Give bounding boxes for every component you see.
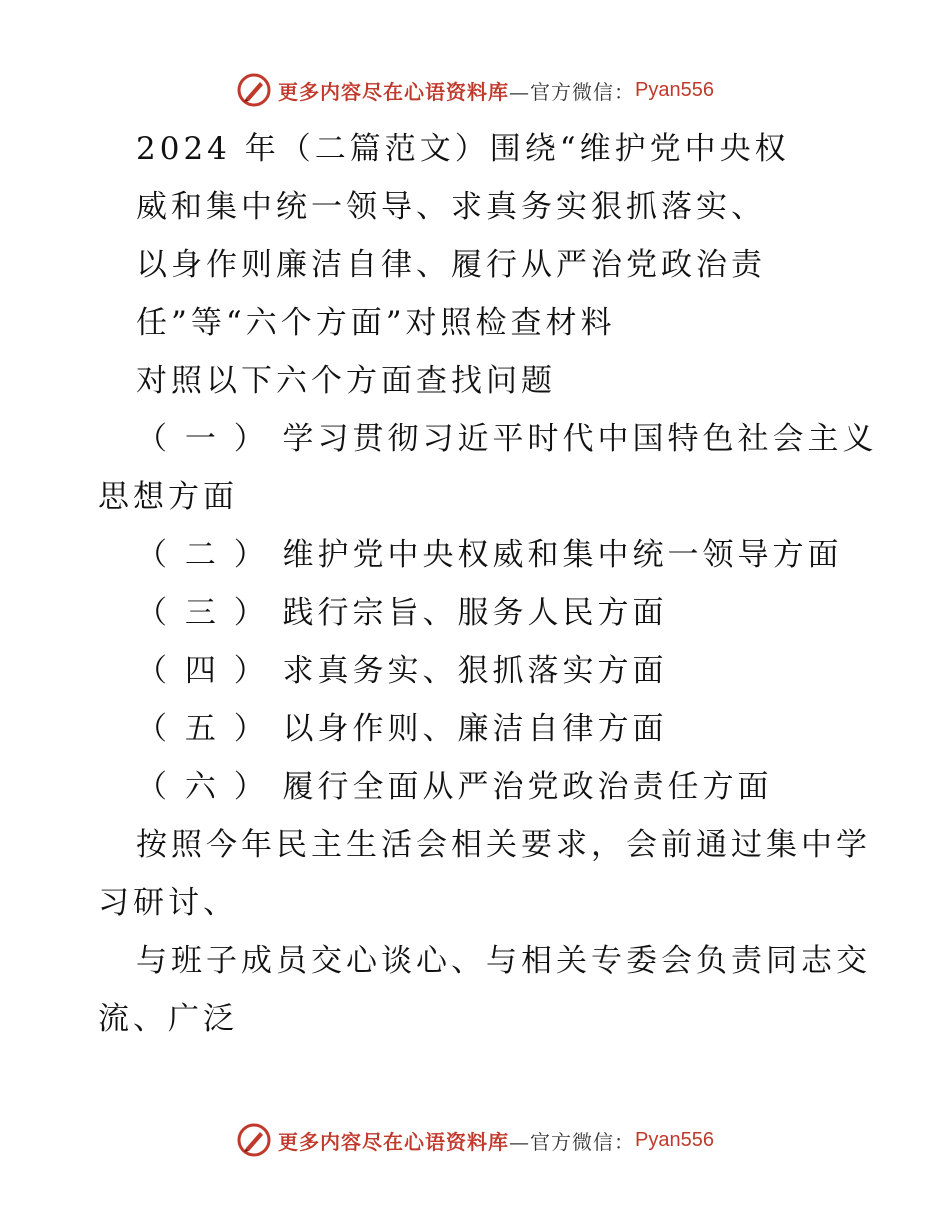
watermark-account: Pyan556 bbox=[635, 78, 714, 101]
paragraph-line-4: 流、广泛 bbox=[98, 1001, 238, 1037]
paragraph-line-1: 按照今年民主生活会相关要求，会前通过集中学 bbox=[136, 827, 871, 863]
list-item-5: （ 五 ） 以身作则、廉洁自律方面 bbox=[136, 711, 668, 747]
list-item-1-cont: 思想方面 bbox=[98, 479, 238, 515]
list-item-1: （ 一 ） 学习贯彻习近平时代中国特色社会主义 bbox=[136, 421, 878, 457]
section-heading: 对照以下六个方面查找问题 bbox=[136, 363, 556, 399]
watermark-text: 更多内容尽在心语资料库 bbox=[278, 79, 510, 104]
watermark-account: Pyan556 bbox=[635, 1128, 714, 1151]
list-item-2: （ 二 ） 维护党中央权威和集中统一领导方面 bbox=[136, 537, 843, 573]
watermark-separator: —官方微信： bbox=[509, 1129, 636, 1154]
footer-watermark bbox=[0, 1120, 950, 1160]
watermark-separator: —官方微信： bbox=[509, 79, 636, 104]
header-watermark bbox=[0, 70, 950, 110]
list-item-4: （ 四 ） 求真务实、狠抓落实方面 bbox=[136, 653, 668, 689]
paragraph-line-3: 与班子成员交心谈心、与相关专委会负责同志交 bbox=[136, 943, 871, 979]
title-line-3: 以身作则廉洁自律、履行从严治党政治责 bbox=[136, 247, 766, 283]
title-line-4: 任”等“六个方面”对照检查材料 bbox=[136, 305, 616, 341]
watermark-text: 更多内容尽在心语资料库 bbox=[278, 1129, 510, 1154]
list-item-3: （ 三 ） 践行宗旨、服务人民方面 bbox=[136, 595, 668, 631]
paragraph-line-2: 习研讨、 bbox=[98, 885, 238, 921]
pen-logo-icon bbox=[236, 1122, 272, 1158]
title-line-1: 2024 年（二篇范文）围绕“维护党中央权 bbox=[136, 131, 790, 167]
list-item-6: （ 六 ） 履行全面从严治党政治责任方面 bbox=[136, 769, 773, 805]
title-line-2: 威和集中统一领导、求真务实狠抓落实、 bbox=[136, 189, 766, 225]
pen-logo-icon bbox=[236, 72, 272, 108]
